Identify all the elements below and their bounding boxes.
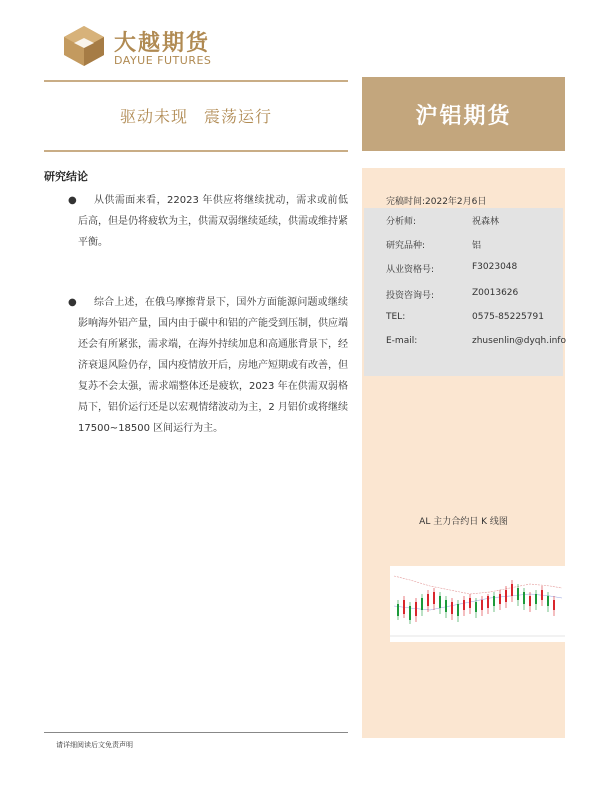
conclusion-paragraph-1 [68, 190, 348, 253]
kline-chart-image [390, 566, 565, 642]
chart-caption: AL 主力合约日 K 线图 [419, 517, 508, 527]
brand-name-en: DAYUE FUTURES [114, 54, 212, 67]
info-key: TEL: [386, 312, 406, 322]
info-row-qualification [364, 262, 563, 282]
brand-name-cn: 大越期货 [114, 31, 211, 56]
footer-rule [44, 732, 348, 733]
sidebar-panel [362, 168, 565, 738]
info-value: zhusenlin@dyqh.info [472, 336, 566, 346]
analyst-info-box [364, 208, 566, 376]
conclusion-paragraph-2 [68, 292, 348, 439]
info-value: 0575-85225791 [472, 312, 544, 322]
info-key: 研究品种: [386, 241, 426, 251]
bullet-icon: ● [68, 195, 77, 206]
bullet-icon: ● [68, 297, 77, 308]
info-value: 铝 [472, 241, 482, 251]
info-row-email [364, 336, 566, 356]
info-key: E-mail: [386, 336, 418, 346]
footer-disclaimer: 请详细阅读后文免责声明 [56, 741, 133, 749]
section-heading: 研究结论 [44, 170, 88, 183]
report-title-block [362, 77, 565, 151]
finish-time: 完稿时间:2022年2月6日 [386, 197, 487, 207]
report-title: 沪铝期货 [415, 104, 512, 129]
info-value: Z0013626 [472, 288, 519, 298]
header-rule-top [44, 80, 348, 82]
brand-logo [62, 24, 232, 72]
paragraph-text: 从供需面来看，22023 年供应将继续扰动，需求或前低后高，但是仍将疲软为主，供需双弱继续延续，供需或维持紧平衡。 [78, 195, 348, 248]
info-row-tel [364, 312, 563, 332]
subtitle-left: 驱动未现 [119, 107, 188, 126]
info-key: 分析师: [386, 217, 417, 227]
info-key: 投资咨询号: [386, 291, 435, 301]
info-key: 从业资格号: [386, 265, 435, 275]
report-subtitle [44, 104, 348, 127]
info-row-consulting [364, 288, 563, 308]
info-row-product [364, 238, 563, 258]
paragraph-text: 综合上述，在俄乌摩擦背景下，国外方面能源问题或继续影响海外铝产量，国内由于碳中和铝的产能受到压制，供应端还会有所紧张，需求端，在海外持续加息和高通胀背景下，经济衰退风险仍存，国内疫情放开后，房地产短期或有改善，但复苏不会太强，需求端整体还是疲软，2023 年在供需双弱格局下，铝价运行还是以宏观情绪波动为主，2 月铝价或将继续 17500~18500 区间运行为主。 [78, 297, 348, 434]
info-value: 祝森林 [472, 217, 500, 227]
info-value: F3023048 [472, 262, 518, 272]
subtitle-right: 震荡运行 [204, 107, 273, 126]
header-rule-bottom [44, 150, 348, 152]
logo-cube-icon [62, 24, 106, 68]
info-row-analyst [364, 214, 563, 234]
